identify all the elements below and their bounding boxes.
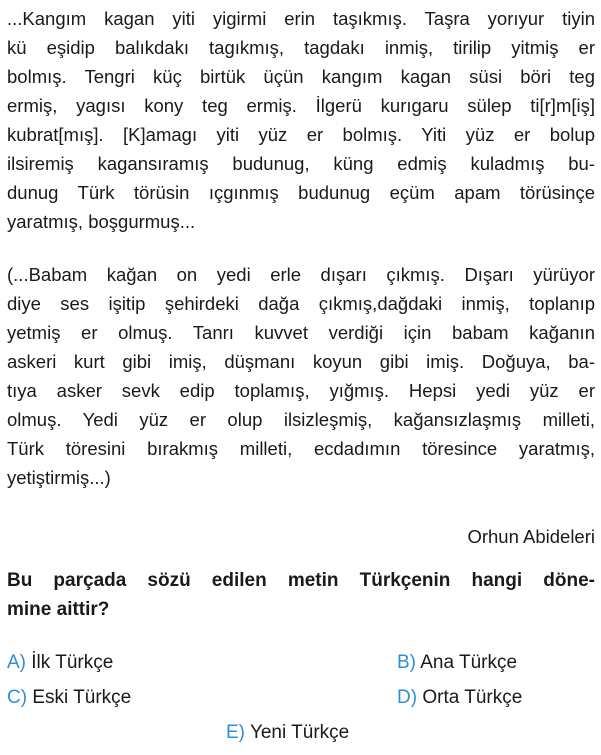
option-text: Yeni Türkçe [249, 722, 350, 743]
option-text: Orta Türkçe [422, 687, 523, 708]
paragraph-line: ...Kangım kagan yiti yigirmi erin taşıkmış. Taşra yorıyur tiyin [7, 8, 595, 29]
option-letter: D) [397, 687, 418, 708]
option-a[interactable] [7, 650, 113, 676]
paragraph-line: olmuş. Yedi yüz er olup ilsizleşmiş, kağansızlaşmış milleti, [7, 409, 595, 430]
option-letter: A) [7, 652, 26, 673]
option-c[interactable] [7, 685, 131, 711]
paragraph-line: Türk töresini bırakmış milleti, ecdadımın töresince yaratmış, [7, 438, 595, 459]
option-letter: C) [7, 687, 28, 708]
source-attribution: Orhun Abideleri [467, 526, 595, 547]
paragraph-line: yaratmış, boşgurmuş... [7, 211, 196, 232]
paragraph-line: dunug Türk törüsin ıçgınmış budunug eçüm apam törüsinçe [7, 182, 595, 203]
paragraph-line: ilsiremiş kagansıramış budunug, küng edmiş kuladmış bu- [7, 153, 595, 174]
paragraph-line: diye ses işitip şehirdeki dağa çıkmış,dağdaki inmiş, toplanıp [7, 293, 595, 314]
paragraph-line: (...Babam kağan on yedi erle dışarı çıkmış. Dışarı yürüyor [7, 264, 595, 285]
paragraph-line: yetmiş er olmuş. Tanrı kuvvet verdiği için babam kağanın [7, 322, 595, 343]
paragraph-line: bolmış. Tengri küç birtük üçün kangım kagan süsi böri teg [7, 66, 595, 87]
option-b[interactable] [397, 650, 517, 676]
option-text: İlk Türkçe [31, 652, 114, 673]
paragraph-line: yetiştirmiş...) [7, 467, 111, 488]
translation-paragraph [7, 260, 595, 492]
question-stem [7, 566, 595, 624]
option-text: Ana Türkçe [420, 652, 518, 673]
option-letter: E) [226, 722, 245, 743]
option-d[interactable] [397, 685, 522, 711]
option-text: Eski Türkçe [32, 687, 132, 708]
paragraph-line: tıya asker sevk edip toplamış, yığmış. Hepsi yedi yüz er [7, 380, 595, 401]
paragraph-line: kü eşidip balıkdakı tagıkmış, tagdakı inmiş, tirilip yitmiş er [7, 37, 595, 58]
option-letter: B) [397, 652, 416, 673]
option-e[interactable] [226, 720, 349, 746]
question-line: mine aittir? [7, 599, 110, 620]
question-line: Bu parçada sözü edilen metin Türkçenin hangi döne- [7, 570, 595, 591]
paragraph-line: ermiş, yagısı kony teg ermiş. İlgerü kurıgaru sülep ti[r]m[iş] [7, 95, 595, 116]
old-turkic-paragraph [7, 4, 595, 236]
paragraph-line: kubrat[mış]. [K]amagı yiti yüz er bolmış. Yiti yüz er bolup [7, 124, 595, 145]
paragraph-line: askeri kurt gibi imiş, düşmanı koyun gibi imiş. Doğuya, ba- [7, 351, 595, 372]
